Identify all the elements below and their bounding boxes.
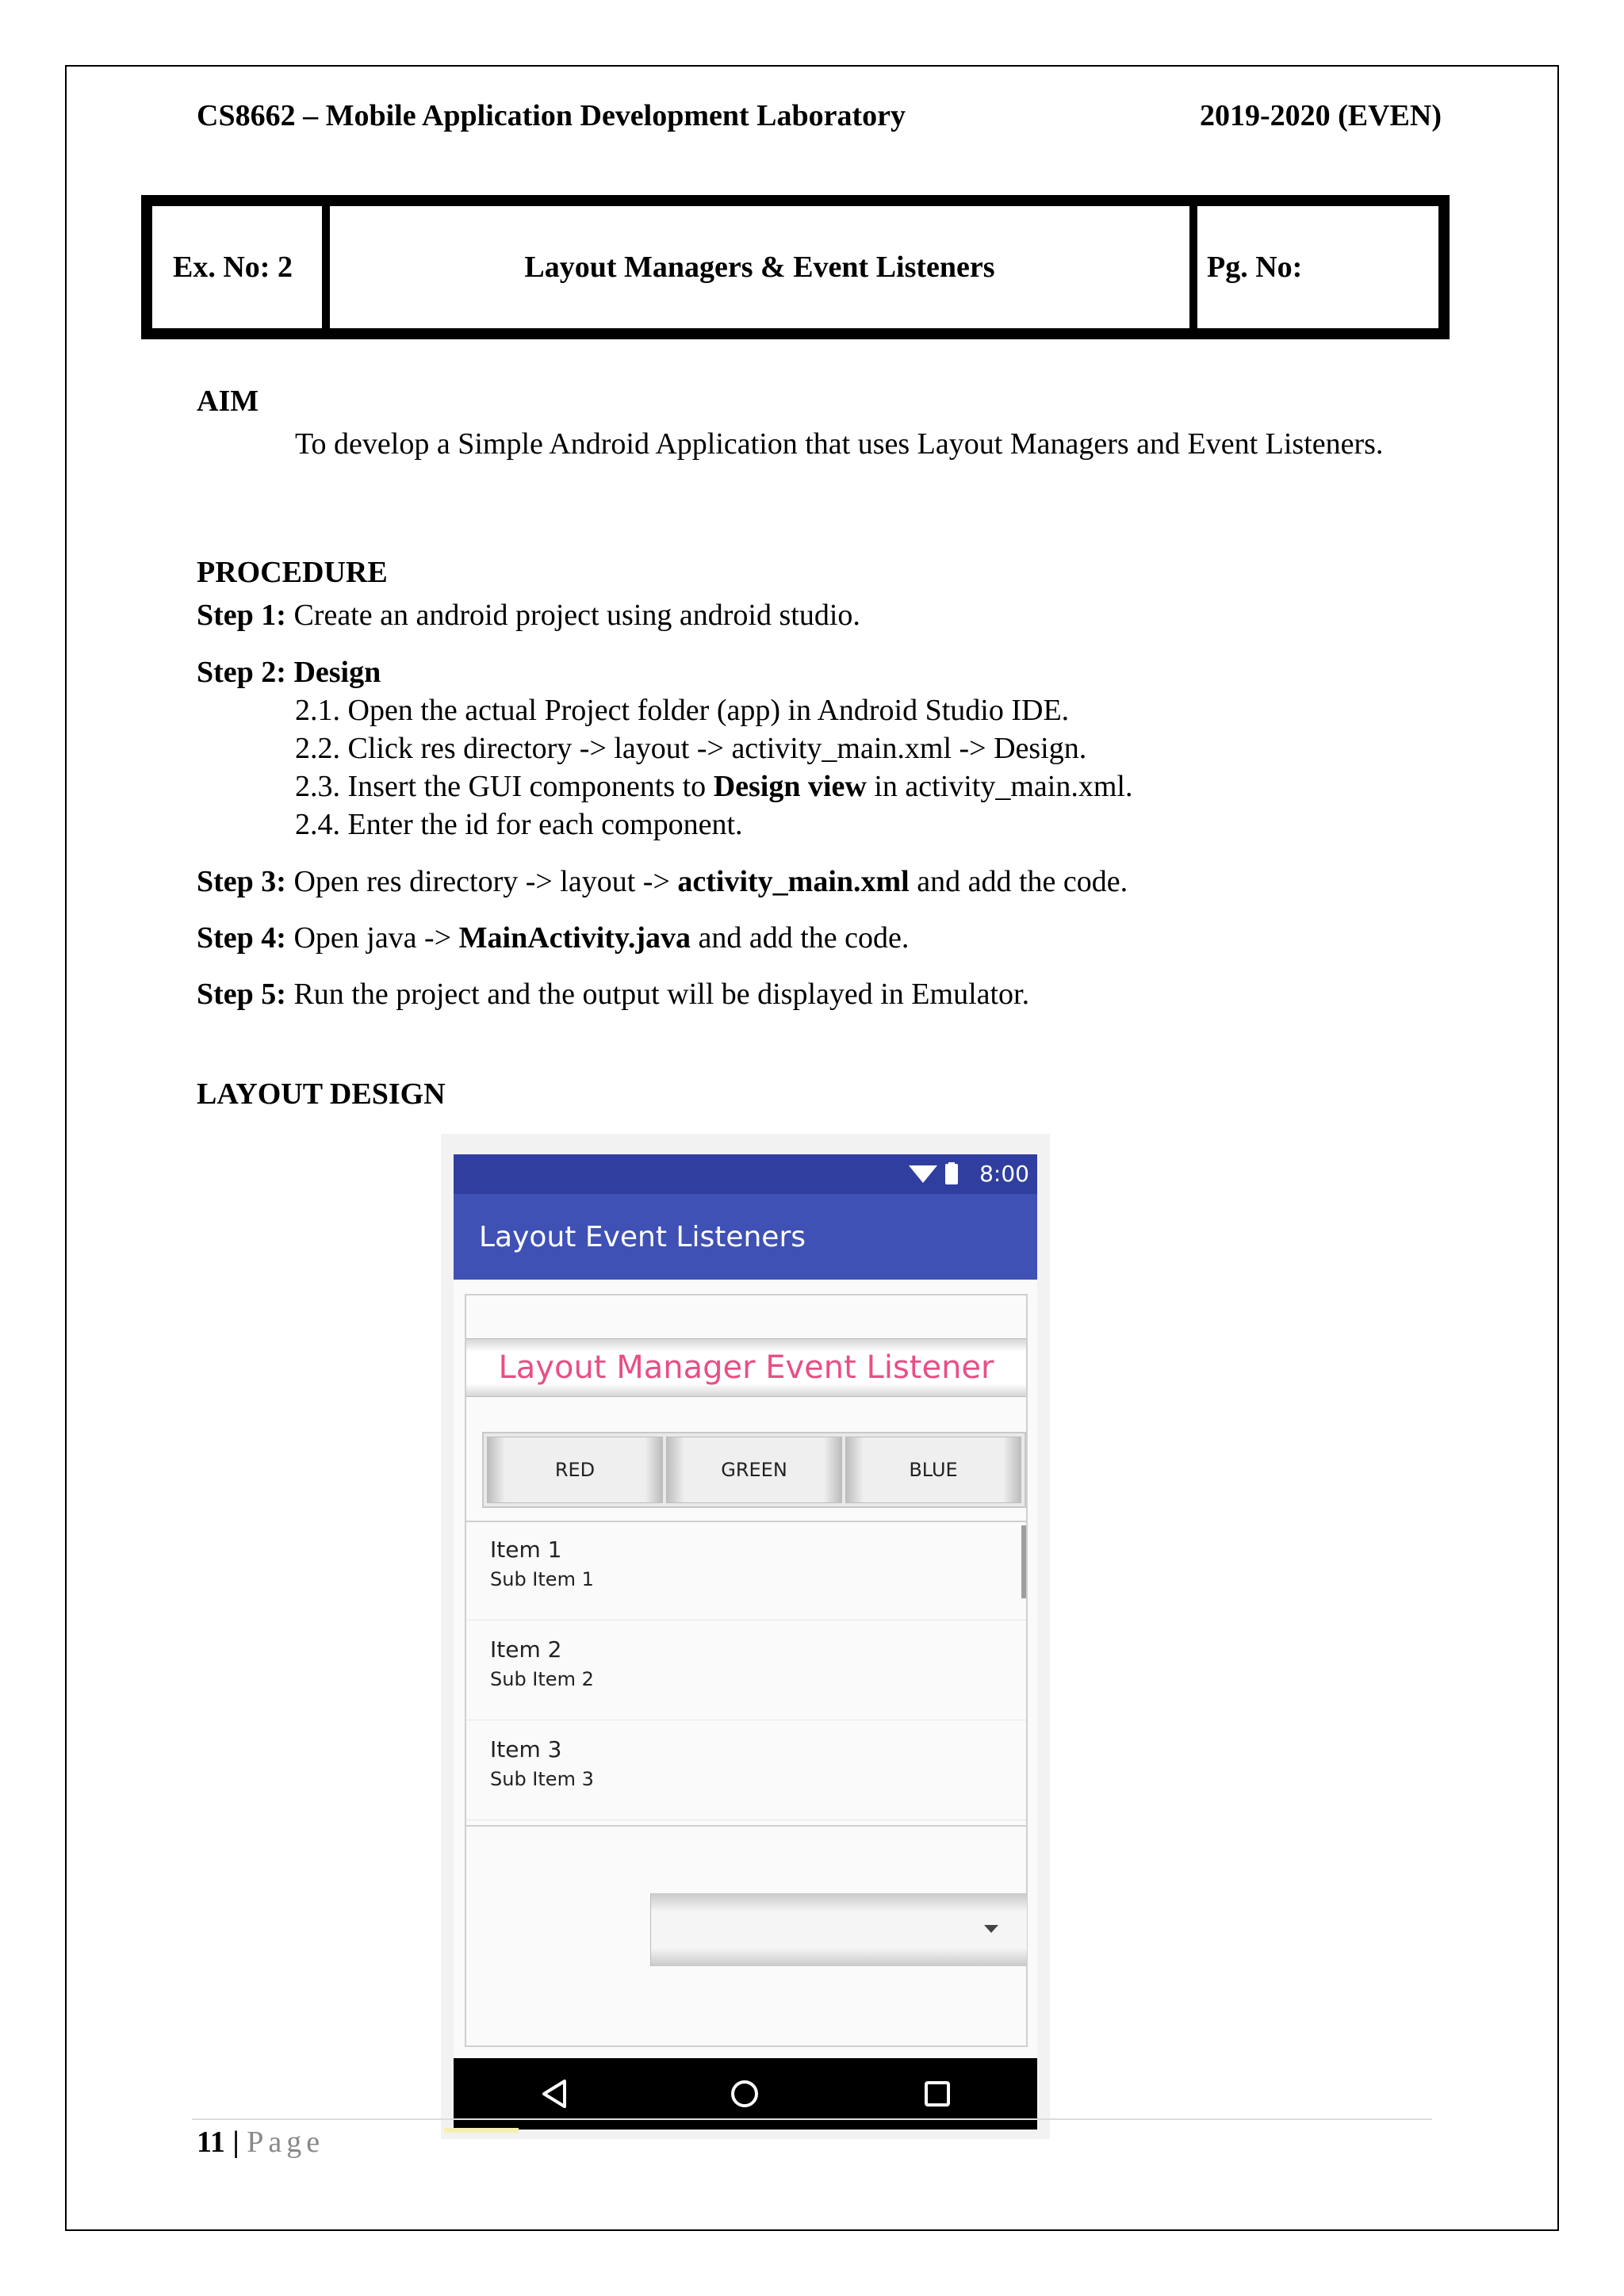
step-2-2: 2.2. Click res directory -> layout -> activity_main.xml -> Design. <box>295 732 1087 765</box>
step-1 <box>197 596 860 635</box>
step-3-bold: activity_main.xml <box>677 865 910 898</box>
step-3-pre: Open res directory -> layout -> <box>285 865 678 898</box>
exercise-number: Ex. No: 2 <box>151 205 324 330</box>
spinner-dropdown[interactable] <box>650 1893 1027 1966</box>
app-bar <box>454 1194 1037 1280</box>
step-1-label: Step 1: <box>197 599 286 632</box>
procedure-heading: PROCEDURE <box>197 556 388 589</box>
blue-button[interactable]: BLUE <box>845 1437 1021 1503</box>
green-button[interactable]: GREEN <box>666 1437 842 1503</box>
highlight-mark <box>444 2128 519 2133</box>
app-content <box>454 1280 1037 2072</box>
layout-design-heading: LAYOUT DESIGN <box>197 1077 446 1111</box>
step-4-post: and add the code. <box>691 921 910 955</box>
list-item-title: Item 1 <box>490 1536 562 1563</box>
step-3 <box>197 863 1128 901</box>
footer-page-word: Page <box>247 2126 325 2159</box>
aim-text: To develop a Simple Android Application that uses Layout Managers and Event Listeners. <box>295 427 1384 461</box>
page-number-label: Pg. No: <box>1196 205 1440 330</box>
list-item-title: Item 3 <box>490 1736 562 1762</box>
step-5-text: Run the project and the output will be displayed in Emulator. <box>285 978 1030 1011</box>
step-4 <box>197 919 909 958</box>
list-item-subtitle: Sub Item 2 <box>490 1668 594 1690</box>
wifi-battery-icon <box>907 1162 961 1192</box>
list-item-subtitle: Sub Item 1 <box>490 1568 594 1590</box>
step-2-3-post: in activity_main.xml. <box>866 770 1133 803</box>
item-list <box>466 1521 1026 1827</box>
step-4-pre: Open java -> <box>285 921 459 955</box>
heading-textview: Layout Manager Event Listener <box>466 1338 1026 1397</box>
footer-separator: | <box>232 2126 239 2159</box>
step-2-4: 2.4. Enter the id for each component. <box>295 808 743 841</box>
page-footer <box>197 2125 324 2160</box>
exercise-title-box <box>141 195 1450 339</box>
step-3-post: and add the code. <box>909 865 1128 898</box>
list-item[interactable] <box>466 1622 1026 1720</box>
status-time: 8:00 <box>979 1161 1029 1187</box>
list-item-title: Item 2 <box>490 1636 562 1663</box>
course-header: CS8662 – Mobile Application Development Laboratory <box>197 99 906 132</box>
step-4-label: Step 4: <box>197 921 286 955</box>
step-2-3 <box>295 767 1132 806</box>
aim-heading: AIM <box>197 385 259 418</box>
button-row <box>482 1432 1026 1508</box>
list-item-subtitle: Sub Item 3 <box>490 1768 594 1790</box>
recents-icon[interactable] <box>923 2079 952 2113</box>
list-item[interactable] <box>466 1722 1026 1820</box>
layout-frame <box>465 1294 1028 2047</box>
step-2-3-bold: Design view <box>713 770 867 803</box>
footer-divider <box>192 2118 1432 2120</box>
home-icon[interactable] <box>730 2079 760 2113</box>
step-2-label: Step 2: Design <box>197 656 381 689</box>
dropdown-arrow-icon <box>984 1925 998 1933</box>
status-bar <box>454 1154 1037 1194</box>
step-2-1: 2.1. Open the actual Project folder (app) in Android Studio IDE. <box>295 694 1070 727</box>
step-4-bold: MainActivity.java <box>458 921 691 955</box>
list-item[interactable] <box>466 1522 1026 1621</box>
step-3-label: Step 3: <box>197 865 286 898</box>
step-1-text: Create an android project using android studio. <box>285 599 860 632</box>
step-2-3-pre: 2.3. Insert the GUI components to <box>295 770 714 803</box>
footer-page-number: 11 <box>197 2126 225 2159</box>
phone-screenshot <box>441 1134 1050 2139</box>
app-title: Layout Event Listeners <box>479 1221 806 1253</box>
step-5 <box>197 975 1029 1014</box>
exercise-title: Layout Managers & Event Listeners <box>328 205 1191 330</box>
red-button[interactable]: RED <box>487 1437 663 1503</box>
back-icon[interactable] <box>541 2079 569 2113</box>
step-5-label: Step 5: <box>197 978 286 1011</box>
year-header: 2019-2020 (EVEN) <box>1199 99 1442 132</box>
